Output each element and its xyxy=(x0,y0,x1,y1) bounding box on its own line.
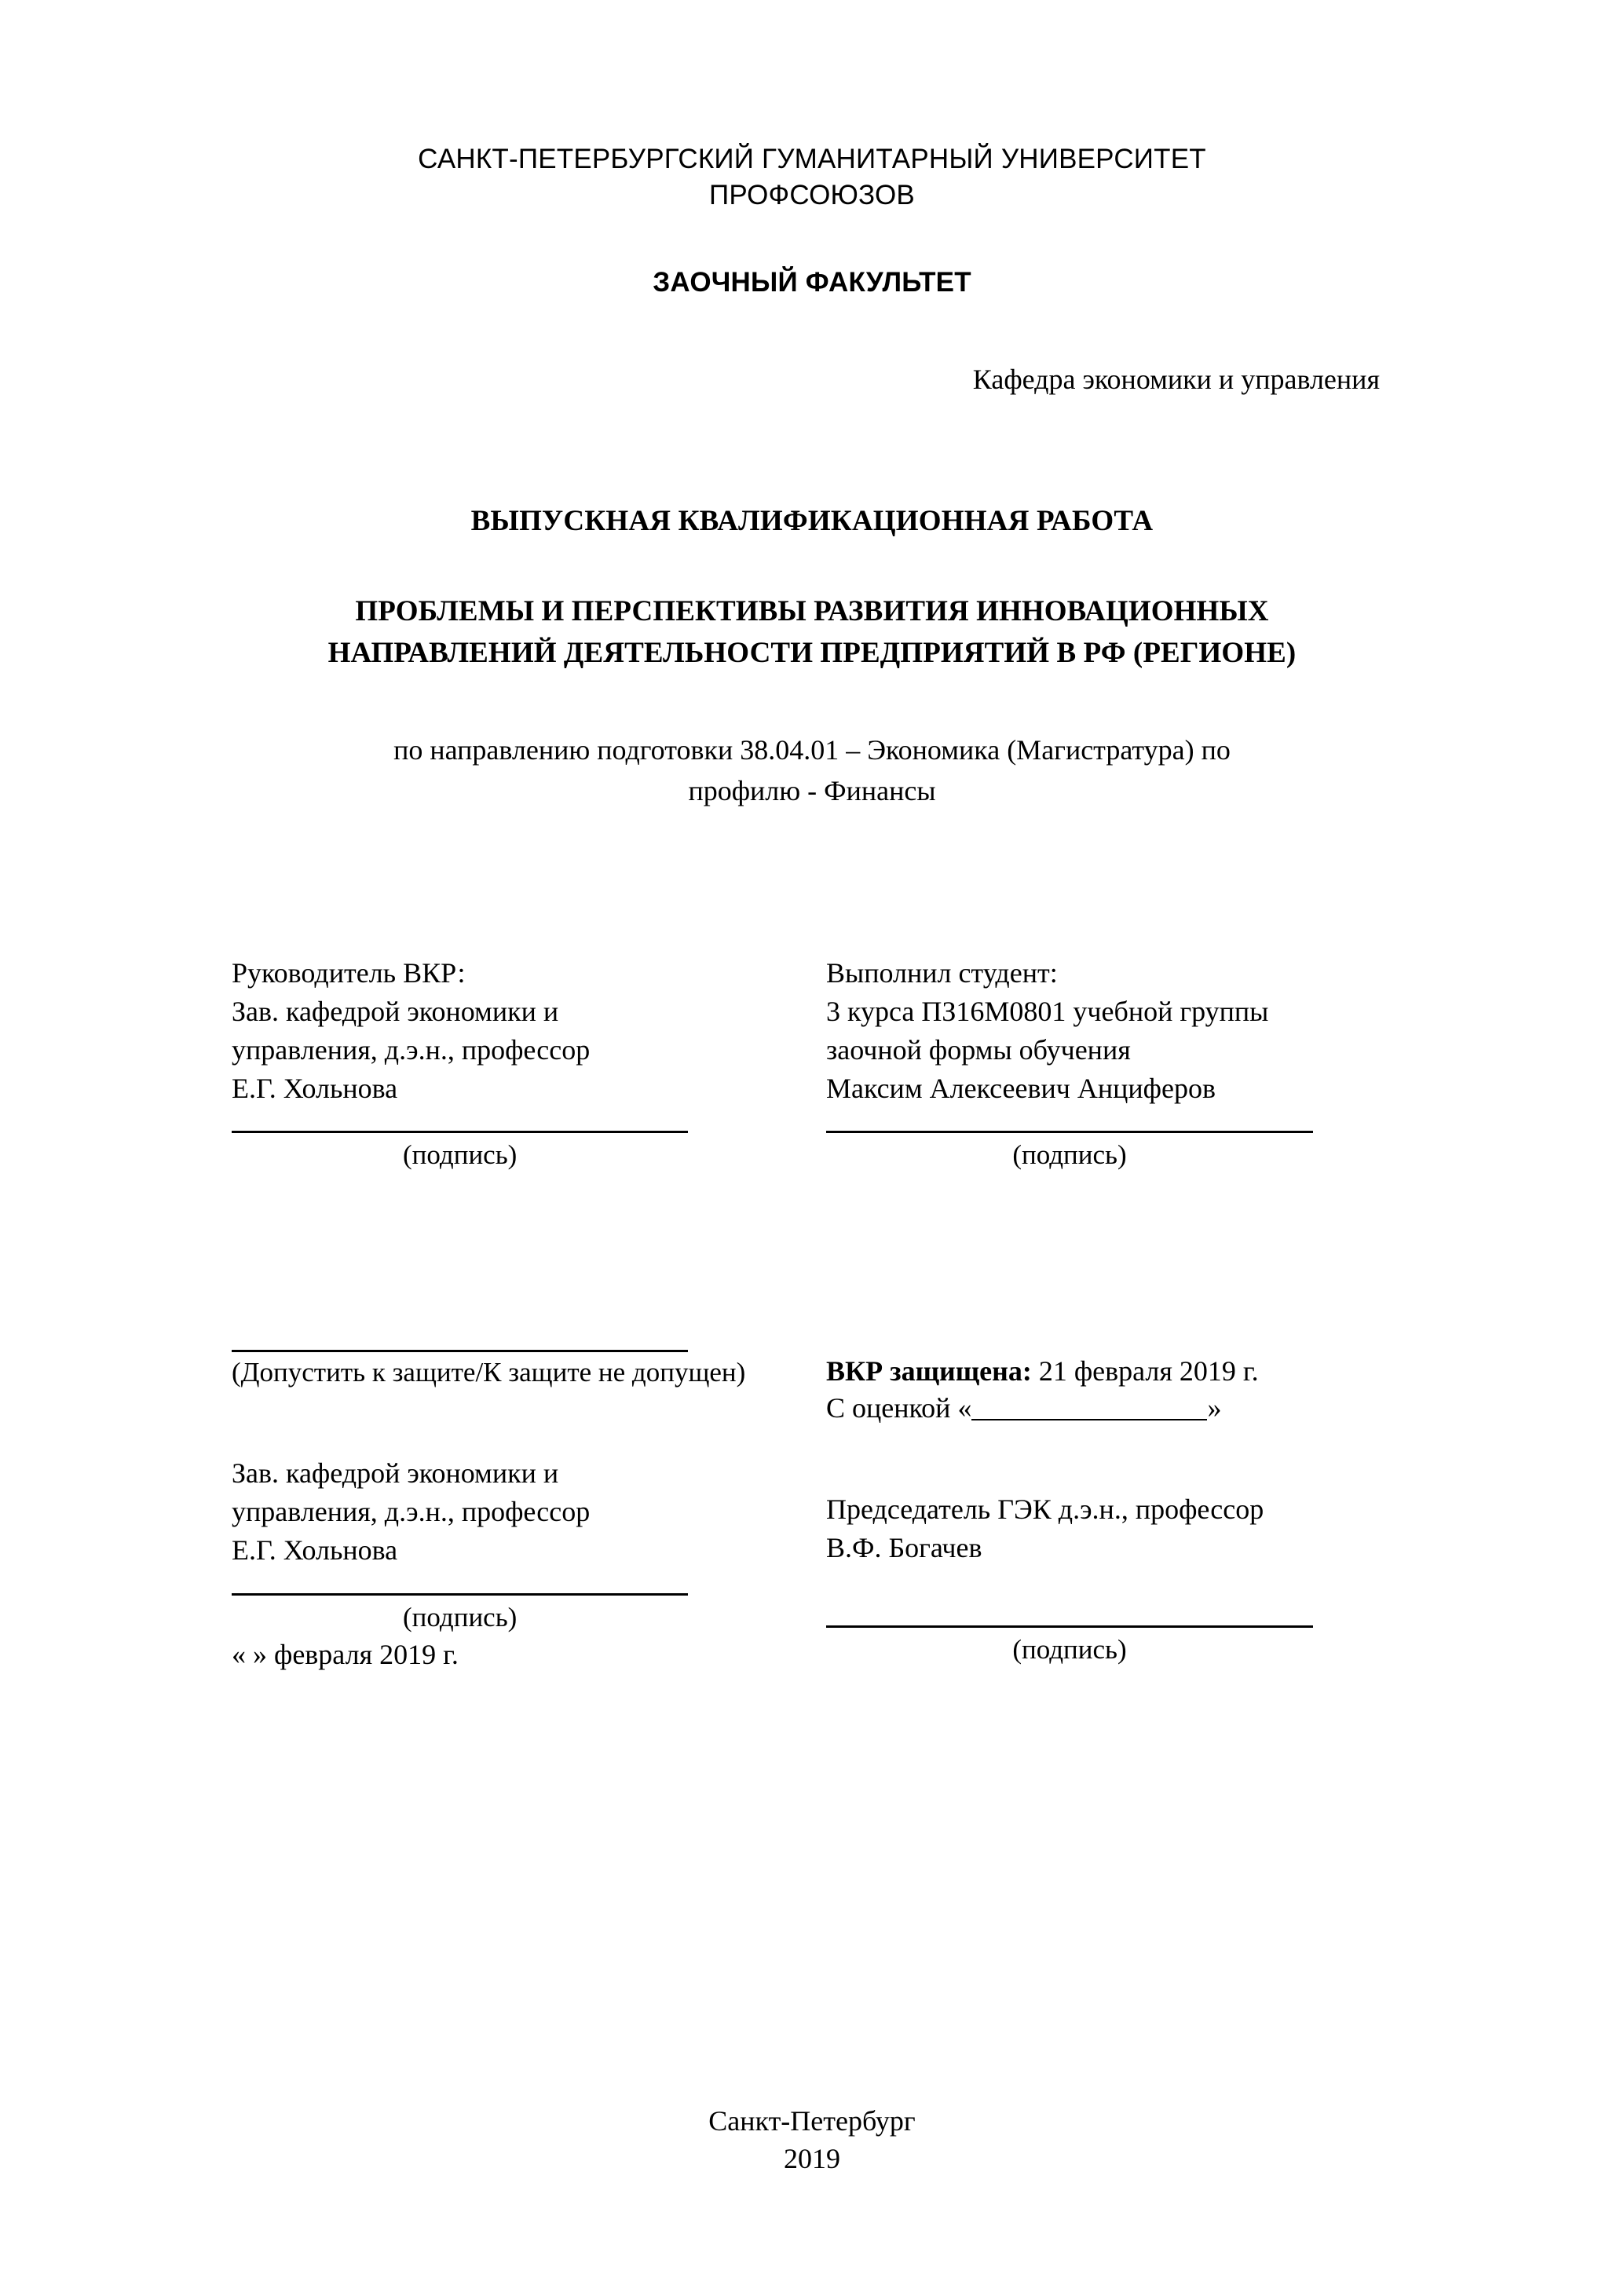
student-signature-line xyxy=(826,1131,1313,1133)
supervisor-name: Е.Г. Хольнова xyxy=(232,1072,398,1104)
department-name: Кафедра экономики и управления xyxy=(972,364,1380,396)
supervisor-role-label: Руководитель ВКР: xyxy=(232,956,466,989)
university-name-line1: САНКТ-ПЕТЕРБУРГСКИЙ ГУМАНИТАРНЫЙ УНИВЕРСИТЕТ xyxy=(418,144,1206,174)
work-title-line2: НАПРАВЛЕНИЙ ДЕЯТЕЛЬНОСТИ ПРЕДПРИЯТИЙ В РФ (РЕГИОНЕ) xyxy=(327,636,1297,669)
defense-chair-line: Председатель ГЭК д.э.н., профессор xyxy=(826,1493,1264,1526)
signature-block-top xyxy=(232,954,1392,1172)
admission-position-line1: Зав. кафедрой экономики и xyxy=(232,1457,559,1490)
work-type: ВЫПУСКНАЯ КВАЛИФИКАЦИОННАЯ РАБОТА xyxy=(470,505,1154,538)
admission-position-line2: управления, д.э.н., профессор xyxy=(232,1496,591,1528)
supervisor-column xyxy=(232,954,812,1172)
student-signature-caption: (подпись) xyxy=(1012,1139,1127,1171)
program-line1: по направлению подготовки 38.04.01 – Экономика (Магистратура) по xyxy=(393,734,1231,766)
program-line2: профилю - Финансы xyxy=(688,774,936,806)
footer xyxy=(0,2102,1624,2178)
student-role-label: Выполнил студент: xyxy=(826,956,1058,989)
defense-defended-label: ВКР защищена: xyxy=(826,1355,1032,1387)
faculty-name: ЗАОЧНЫЙ ФАКУЛЬТЕТ xyxy=(653,267,971,298)
defense-mark-suffix: » xyxy=(1207,1392,1222,1424)
defense-mark-blank xyxy=(971,1395,1207,1420)
admission-signature-line xyxy=(232,1593,688,1596)
signature-block-bottom xyxy=(232,1350,1392,1671)
defense-date-row xyxy=(826,1352,1392,1391)
footer-year: 2019 xyxy=(784,2143,840,2175)
admission-name: Е.Г. Хольнова xyxy=(232,1534,398,1567)
defense-chair-name: В.Ф. Богачев xyxy=(826,1532,982,1564)
admission-column xyxy=(232,1350,812,1671)
admission-date-line: « » февраля 2019 г. xyxy=(232,1639,459,1671)
supervisor-position-line2: управления, д.э.н., профессор xyxy=(232,1033,591,1066)
admission-top-line xyxy=(232,1350,688,1352)
student-name: Максим Алексеевич Анциферов xyxy=(826,1072,1216,1104)
student-course-line: 3 курса ПЗ16М0801 учебной группы xyxy=(826,995,1269,1027)
defense-signature-line xyxy=(826,1625,1313,1628)
defense-column xyxy=(812,1350,1392,1671)
defense-signature-caption: (подпись) xyxy=(1012,1634,1127,1665)
defense-mark-row xyxy=(826,1391,1392,1424)
supervisor-signature-line xyxy=(232,1131,688,1133)
work-title-line1: ПРОБЛЕМЫ И ПЕРСПЕКТИВЫ РАЗВИТИЯ ИННОВАЦИОННЫХ xyxy=(355,595,1269,628)
footer-city: Санкт-Петербург xyxy=(708,2104,916,2137)
defense-mark-prefix: С оценкой « xyxy=(826,1392,972,1424)
supervisor-position-line1: Зав. кафедрой экономики и xyxy=(232,995,559,1027)
admission-signature-caption: (подпись) xyxy=(403,1602,518,1633)
admission-note: (Допустить к защите/К защите не допущен) xyxy=(232,1357,746,1388)
defense-defended-date: 21 февраля 2019 г. xyxy=(1031,1355,1259,1387)
student-column xyxy=(812,954,1392,1172)
supervisor-signature-caption: (подпись) xyxy=(403,1139,518,1171)
student-form-line: заочной формы обучения xyxy=(826,1033,1131,1066)
university-name-line2: ПРОФСОЮЗОВ xyxy=(709,180,915,211)
